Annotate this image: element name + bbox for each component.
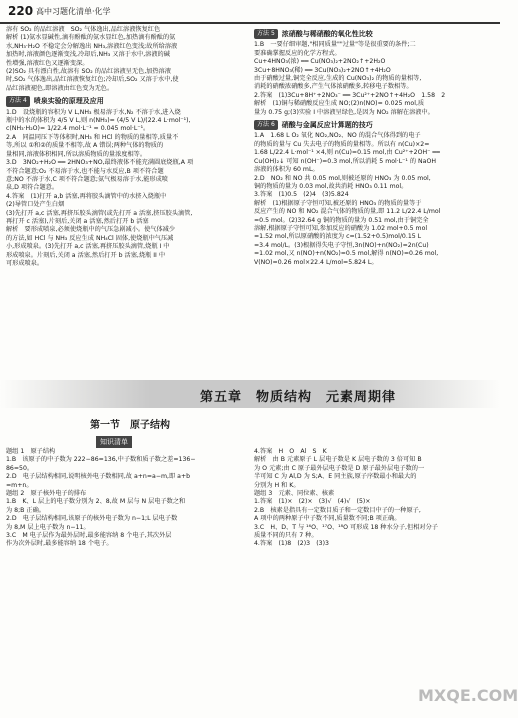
text-line: 量为 0.75 g;(3)实验 I 中溶液呈绿色,是因为 NO₂ 溶解在溶液中。 — [254, 108, 434, 116]
text-line: Cu+4HNO₃(浓) ══ Cu(NO₃)₂+2NO₂↑+2H₂O — [254, 58, 386, 66]
page-header — [0, 0, 500, 24]
text-line: 2.D 电子层结构相同,该原子的核外电子数为 n−1;L 层电子数 — [6, 515, 178, 523]
section-4-heading — [6, 96, 244, 106]
text-line: 溶液的体积为 60 mL。 — [254, 166, 319, 174]
text-line: 1.68 L/22.4 L·mol⁻¹ ×4,则 n(Cu)=0.15 mol,由 Cu²⁺+2OH⁻ ══ — [254, 149, 440, 157]
section-title: 硝酸与金属反应计算题的技巧 — [281, 121, 373, 130]
method-tag: 方法 5 — [254, 29, 278, 39]
text-line: 溶解,根据原子守恒可知,参加反应的硝酸为 1.02 mol+0.5 mol — [254, 224, 428, 232]
text-line: 2.D NO₂ 和 NO 共 0.05 mol,则被还原的 HNO₃ 为 0.05 mol, — [254, 174, 431, 182]
method-tag: 方法 6 — [254, 120, 278, 130]
text-line: 3.答案 (1)0.5 (2)4 (3)5.824 — [254, 191, 349, 199]
text-line: 1.D 设烧瓶的容积为 V L,NH₃ 极易溶于水,N₂ 不溶于水,进入烧 — [6, 108, 181, 116]
section-title-main: 第一节 原子结构 — [90, 420, 170, 431]
text-line: c(NH₃·H₂O)= 1/22.4 mol·L⁻¹ ≈ 0.045 mol·L⁻¹。 — [6, 125, 150, 133]
text-line: 为 8,M 层上电子数为 n−11。 — [6, 523, 90, 531]
text-line: 题组 3 元素、同位素、核素 — [254, 490, 335, 498]
text-line: =1.02 mol,又 n(NO)+n(NO₂)=0.5 mol,解得 n(NO)=0.26 mol, — [254, 250, 439, 258]
method-tag: 方法 4 — [6, 96, 30, 106]
text-line: 4.答案 H O Al S K — [254, 448, 327, 455]
text-line: 解析 要形成喷泉,必须使烧瓶中的气压急剧减小。使气体减少 — [6, 226, 176, 234]
book-title: 高中习题化清单·化学 — [36, 7, 111, 16]
text-line: 为 O 元素;由 C 原子最外层电子数是 D 原子最外层电子数的一 — [254, 464, 425, 472]
text-line: 3.C M 电子层作为最外层时,最多能容纳 8 个电子,其次外层 — [6, 532, 172, 540]
watermark: MXQE.COM — [418, 686, 518, 705]
text-line: 意;NO 不溶于水,C 项不符合题意;氨气极易溶于水,能形成喷 — [6, 175, 168, 183]
text-line: 消耗的硝酸浓硝酸多,产生气体浓硝酸多,转移电子数相等。 — [254, 83, 413, 91]
text-line: 2.B 核素是指具有一定数目质子和一定数目中子的一种原子, — [254, 506, 421, 514]
left-column — [6, 26, 244, 268]
text-line: 分别为 H 和 K。 — [254, 481, 300, 489]
text-line: 2.答案 (1)3Cu+8H⁺+2NO₃⁻ ══ 3Cu²⁺+2NO↑+4H₂O 1.58 2 — [254, 91, 446, 99]
text-line: 4.答案 (1)8 (2)3 (3)3 — [254, 540, 329, 548]
text-line: 加热时,溶液颜色逐渐变浅,冷却后,NH₃ 又溶于水中,溶液的碱 — [6, 51, 170, 59]
text-line: 86=50。 — [6, 464, 34, 472]
text-line: 为 8;B 正确。 — [6, 506, 45, 514]
text-line: (2)SO₂ 具有漂白性,故溶有 SO₂ 的品红溶液呈无色,加热溶液 — [6, 68, 171, 76]
text-line: =1.52 mol,所以原硝酸的浓度为 c=(1.52+0.5)mol/0.15 L — [254, 233, 422, 241]
text-line: 4.答案 (1)打开 a,b 活塞,再将胶头滴管中的水挤入烧瓶中 — [6, 192, 167, 200]
text-line: (2)导管口处产生白烟 — [6, 201, 65, 209]
text-line: =3.4 mol/L。(3)根据得失电子守恒,3n(NO)+n(NO₂)=2n(Cu) — [254, 241, 429, 249]
text-line: 1.B 一要仔细审题,"相同质量""过量"等是很重要的条件;二 — [254, 41, 416, 49]
section-5-heading — [254, 29, 492, 39]
text-line: 量相同,溶液体积相同,所以溶质物质的量浓度相等。 — [6, 150, 147, 158]
text-line: =m+n。 — [6, 481, 33, 489]
knowledge-list-tag: 知识清单 — [96, 436, 132, 448]
text-line: 品红溶液褪色,即溶液由红色变为无色。 — [6, 84, 114, 92]
text-line: 3Cu+8HNO₃(稀) ══ 3Cu(NO₃)₂+2NO↑+4H₂O — [254, 66, 391, 74]
text-line: 2.A 同温同压下等体积时,NH₃ 和 HCl 的物质的量相等,质量不 — [6, 133, 179, 141]
text-line: Cu(OH)₂↓ 可知 n(OH⁻)=0.3 mol,所以消耗 5 mol·L⁻¹ 的 NaOH — [254, 157, 436, 165]
text-line: 半可知 C 为 Al,D 为 S;A、E 同主族,原子序数最小和最大的 — [254, 473, 417, 481]
text-line: 反应产生的 NO 和 NO₂ 混合气体的物质的量,即 11.2 L/22.4 L/mol — [254, 208, 441, 216]
text-line: V(NO)=0.26 mol×22.4 L/mol=5.824 L。 — [254, 258, 378, 266]
text-line: 作为次外层时,最多能容纳 18 个电子。 — [6, 540, 113, 548]
text-line: 解析 (1)氨水显碱性,滴有酚酞的氨水显红色,加热滴有酚酞的氨 — [6, 34, 176, 42]
section-title: 浓硝酸与稀硝酸的氧化性比较 — [281, 30, 373, 38]
text-line: (3)先打开 a,c 活塞,再挤压胶头滴管(或先打开 a 活塞,挤压胶头滴管, — [6, 209, 193, 217]
text-line: 的物质的量与 Cu 失去电子的物质的量相等。所以有 n(Cu)×2= — [254, 140, 430, 148]
section-title: 喷泉实验的原理及应用 — [33, 97, 104, 106]
text-line: 1.B K、L 层上的电子数分别为 2、8,故 M 层与 N 层电子数之和 — [6, 498, 186, 506]
text-line: 1.A 1.68 L O₂ 氧化 NO₂,NO₂、NO 的混合气体得到的电子 — [254, 132, 421, 140]
text-line: 性增强,溶液红色又逐渐变深。 — [6, 59, 89, 67]
section-6-heading — [254, 120, 492, 130]
text-line: 3.D 3NO₂+H₂O ══ 2HNO₃+NO,最终液体不能充满圆底烧瓶,A 项 — [6, 159, 194, 167]
text-line: 解析 由 B 元素原子 L 层电子数是 K 层电子数的 3 倍可知 B — [254, 456, 422, 464]
text-line: 3.C H、D、T 与 ¹⁶O、¹⁷O、¹⁸O 可形成 18 种水分子,但相对分子 — [254, 523, 438, 531]
text-line: 小,形成喷泉。(3)先打开 a,c 活塞,再挤压胶头滴管,烧瓶 I 中 — [6, 243, 170, 251]
text-line: A 项中的两种原子中子数不同,质量数不同;B 项正确。 — [254, 515, 401, 523]
text-line: 解析 (1)根据原子守恒可知,被还原的 HNO₃ 的物质的量等于 — [254, 199, 422, 207]
chapter-title: 第五章 物质结构 元素周期律 — [200, 390, 397, 405]
text-line: 再打开 c 活塞),片刻后,关闭 a 活塞,然后打开 b 活塞 — [6, 217, 149, 225]
text-line: 要准确掌握反应的化学方程式。 — [254, 49, 341, 57]
text-line: 题组 1 原子结构 — [6, 448, 56, 455]
right-column — [254, 26, 492, 267]
text-line: 铜的物质的量为 0.03 mol,故共消耗 HNO₃ 0.11 mol。 — [254, 182, 408, 190]
text-line: 1.答案 (1)× (2)× (3)√ (4)√ (5)× — [254, 498, 371, 506]
text-line: 由于硝酸过量,铜完全反应,生成的 Cu(NO₃)₂ 的物质的量相等, — [254, 75, 422, 83]
text-line: 1.B 该原子的中子数为 222−86=136,中子数和质子数之差=136− — [6, 456, 196, 464]
text-line: 瓶中的水的体积为 4/5 V L,则 n(NH₃)= (4/5 V L)/(22.4 L·mol⁻¹), — [6, 117, 191, 125]
text-line: 等,所以 ①和②的质量不相等,故 A 错误;两种气体的物质的 — [6, 142, 164, 150]
text-line: 质量不同的只有 7 种。 — [254, 532, 318, 540]
text-line: 不符合题意;O₂ 不易溶于水,也不能与水反应,B 项不符合题 — [6, 167, 164, 175]
text-line: 泉,D 项符合题意。 — [6, 184, 59, 192]
text-line: =0.5 mol。(2)32.64 g 铜的物质的量为 0.51 mol,由于铜完全 — [254, 216, 429, 224]
text-line: 水,NH₃·H₂O 不稳定会分解逸出 NH₃,溶液红色变浅;故所给溶液 — [6, 42, 178, 50]
lower-right-column — [254, 448, 492, 549]
text-line: 题组 2 原子核外电子的排布 — [6, 490, 87, 498]
chapter-banner — [0, 380, 500, 408]
lower-left-column — [6, 448, 244, 549]
text-line: 解析 (1)铜与稀硝酸反应生成 NO;(2)n(NO)= 0.025 mol,质 — [254, 100, 425, 108]
text-line: 的方法,如 HCl 与 NH₃ 反应生成 NH₄Cl 固体,使烧瓶中气压减 — [6, 234, 174, 242]
text-line: 形成喷泉。片刻后,关闭 a 活塞,然后打开 b 活塞,烧瓶 II 中 — [6, 251, 166, 259]
text-line: 溶有 SO₂ 的品红溶液 SO₂ 气体逸出,品红溶液恢复红色 — [6, 26, 161, 33]
text-line: 2.D 电子层结构相同,说明核外电子数相同,故 a+n=a−m,即 a+b — [6, 473, 191, 481]
page-number: 220 — [8, 4, 34, 18]
text-line: 时,SO₂ 气体逸出,品红溶液恢复红色;冷却后,SO₂ 又溶于水中,使 — [6, 76, 179, 84]
text-line: 可形成喷泉。 — [6, 259, 44, 267]
